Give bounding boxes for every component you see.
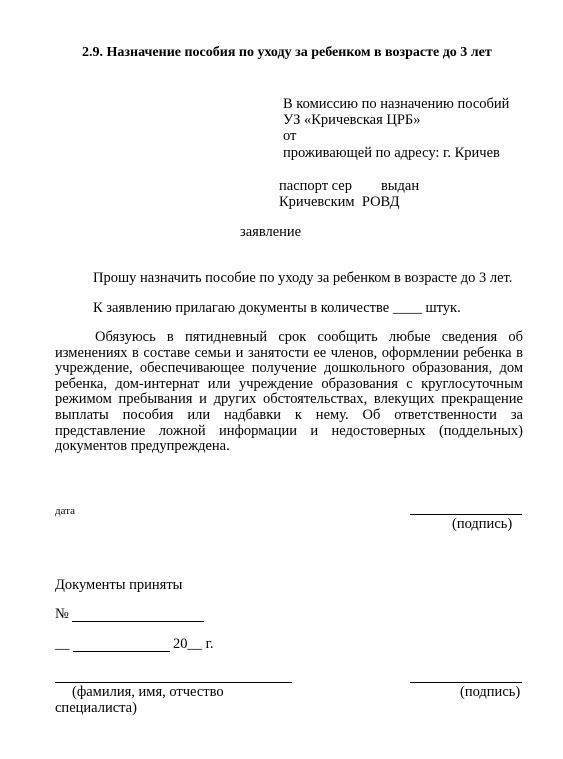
obligation-paragraph: Обязуюсь в пятидневный срок сообщить любые сведения об изменениях в составе семьи и занятости ее членов, оформлении ребенка в учреждение, обеспечивающее получение дошкольного образования, дом ребенка, дом-интернат или учреждение образования с круглосуточным режимом пребывания и других обстоятельствах, влекущих прекращение выплаты пособия или надбавки к нему. Об ответственности за представление ложной информации и недостоверных (поддельных) документов предупреждена. <box>55 329 523 455</box>
acceptance-date-line <box>73 651 170 652</box>
specialist-name-caption: (фамилия, имя, отчество <box>72 684 224 700</box>
documents-accepted-label: Документы приняты <box>55 577 183 593</box>
signature-caption: (подпись) <box>452 516 513 532</box>
specialist-name-caption-2: специалиста) <box>55 700 137 716</box>
date-label: дата <box>55 505 76 517</box>
addressee-line-4: проживающей по адресу: г. Кричев <box>283 145 500 161</box>
document-type-heading: заявление <box>240 224 302 240</box>
passport-line-2: Кричевским РОВД <box>279 194 400 210</box>
attachments-paragraph: К заявлению прилагаю документы в количестве ____ штук. <box>93 300 461 316</box>
registration-number-label: № <box>55 606 69 622</box>
addressee-line-3: от <box>283 128 297 144</box>
specialist-name-line <box>55 682 292 683</box>
registration-number-line <box>72 621 204 622</box>
specialist-signature-caption: (подпись) <box>460 684 521 700</box>
addressee-line-2: УЗ «Кричевская ЦРБ» <box>283 112 421 128</box>
addressee-line-1: В комиссию по назначению пособий <box>283 96 510 112</box>
document-title: 2.9. Назначение пособия по уходу за ребенком в возрасте до 3 лет <box>82 45 492 60</box>
acceptance-date-prefix: __ <box>55 636 70 652</box>
passport-line-1: паспорт сер выдан <box>279 178 420 194</box>
request-paragraph: Прошу назначить пособие по уходу за ребенком в возрасте до 3 лет. <box>93 270 513 286</box>
signature-line <box>410 514 522 515</box>
acceptance-year: 20__ г. <box>173 636 214 652</box>
specialist-signature-line <box>410 682 522 683</box>
